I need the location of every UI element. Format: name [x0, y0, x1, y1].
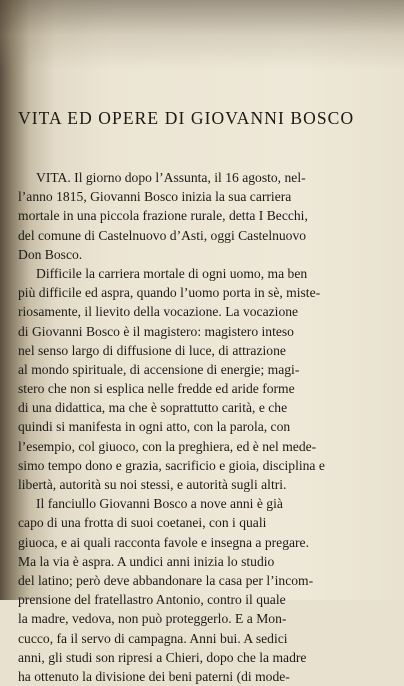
- text-line: Difficile la carriera mortale di ogni uomo, ma ben: [36, 265, 308, 281]
- text-line: del comune di Castelnuovo d’Asti, oggi Castelnuovo: [18, 227, 307, 243]
- text-line: l’esempio, col giuoco, con la preghiera, ed è nel mede-: [18, 438, 317, 454]
- text-line: al mondo spirituale, di accensione di energie; magi-: [18, 361, 300, 377]
- text-line: del latino; però deve abbandonare la casa per l’incom-: [18, 572, 314, 588]
- chapter-heading: VITA ED OPERE DI GIOVANNI BOSCO: [18, 108, 355, 128]
- text-line: stero che non si esplica nelle fredde ed aride forme: [18, 381, 295, 397]
- text-line: Il fanciullo Giovanni Bosco a nove anni è già: [36, 496, 283, 512]
- text-line: cucco, fa il servo di campagna. Anni bui. A sedici: [18, 630, 288, 646]
- text-line: prensione del fratellastro Antonio, contro il quale: [18, 592, 286, 608]
- text-line: VITA. Il giorno dopo l’Assunta, il 16 agosto, nel-: [36, 170, 306, 185]
- text-line: Don Bosco.: [18, 246, 83, 262]
- text-line: mortale in una piccola frazione rurale, detta I Becchi,: [18, 208, 308, 224]
- text-line: l’anno 1815, Giovanni Bosco inizia la sua carriera: [18, 189, 292, 205]
- text-line: riosamente, il lievito della vocazione. La vocazione: [18, 304, 299, 320]
- body-text: [18, 168, 402, 686]
- text-line: capo di una frotta di suoi coetanei, con i quali: [18, 515, 267, 531]
- text-line: anni, gli studi son ripresi a Chieri, dopo che la madre: [18, 649, 307, 665]
- text-line: simo tempo dono e grazia, sacrificio e gioia, disciplina e: [18, 457, 325, 473]
- text-line: di Giovanni Bosco è il magistero: magistero inteso: [18, 323, 294, 339]
- text-line: di una didattica, ma che è soprattutto carità, e che: [18, 400, 288, 416]
- text-line: nel senso largo di diffusione di luce, di attrazione: [18, 342, 286, 358]
- text-line: ha ottenuto la divisione dei beni paterni (di mode-: [18, 668, 290, 684]
- text-line: libertà, autorità su noi stessi, e autorità sugli altri.: [18, 477, 287, 492]
- text-line: più difficile ed aspra, quando l’uomo porta in sè, miste-: [18, 285, 321, 301]
- text-line: giuoca, e ai quali racconta favole e insegna a pregare.: [18, 534, 309, 550]
- text-line: Ma la via è aspra. A undici anni inizia lo studio: [18, 553, 275, 569]
- text-line: quindi si manifesta in ogni atto, con la parola, con: [18, 419, 291, 435]
- page-shadow: [0, 0, 404, 70]
- text-line: la madre, vedova, non può proteggerlo. E a Mon-: [18, 611, 287, 627]
